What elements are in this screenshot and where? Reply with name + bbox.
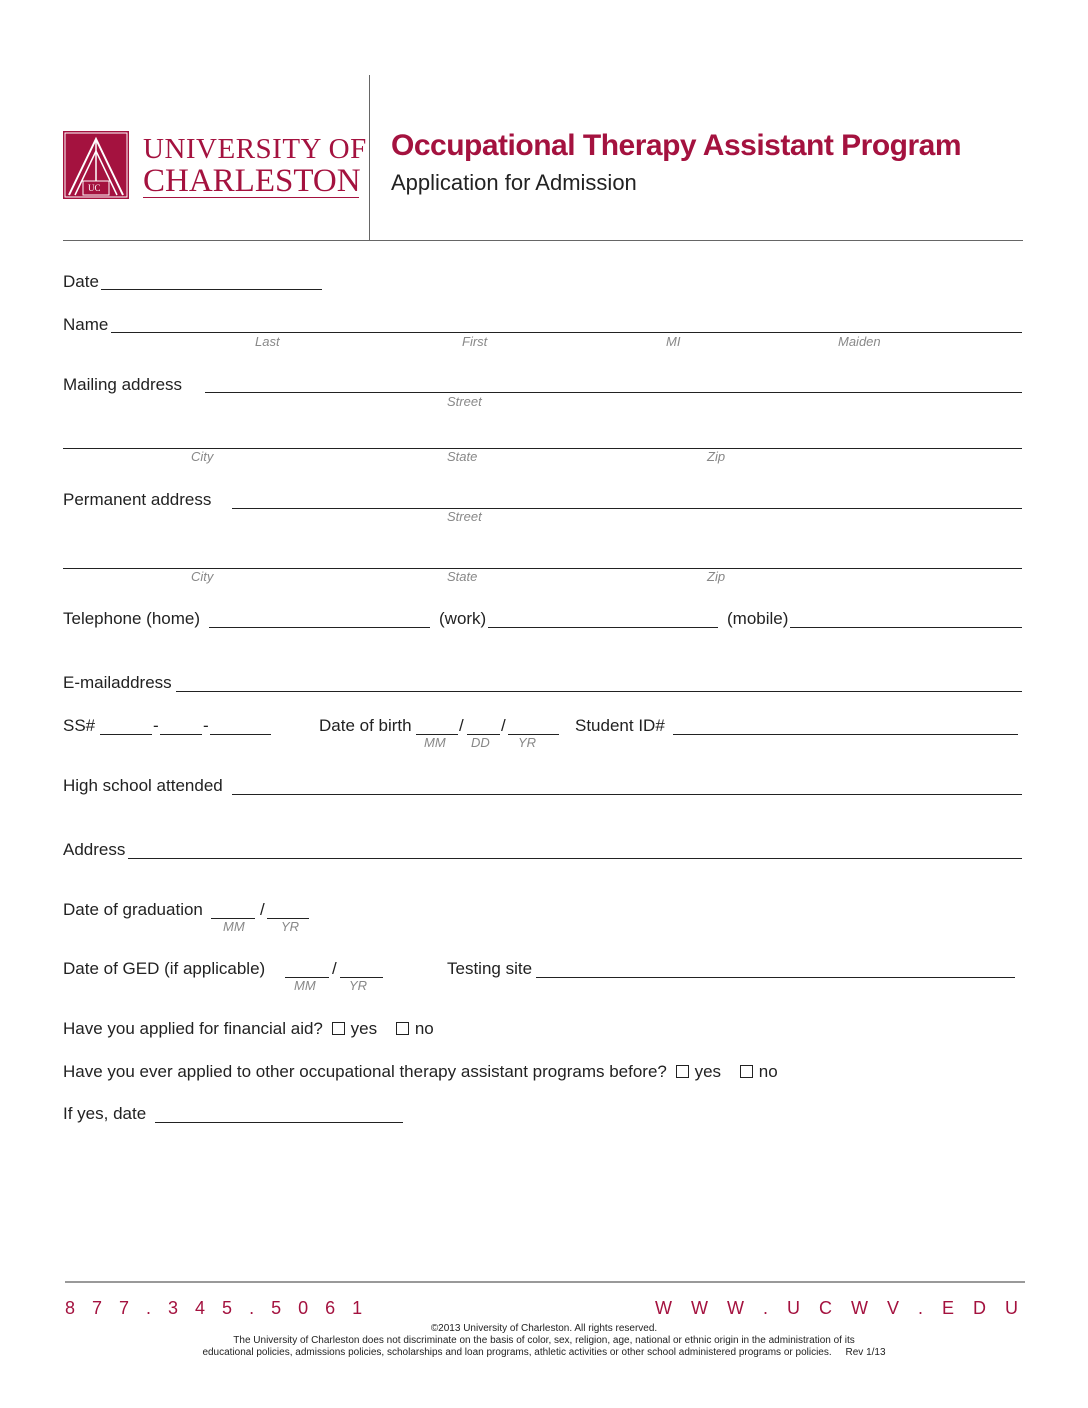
other-programs-row [63,1062,788,1082]
permanent-city-sub: City [191,569,214,584]
high-school-field[interactable] [232,794,1022,795]
date-field[interactable] [101,289,322,290]
other-programs-yes-label: yes [694,1062,722,1081]
footer-disclaimer-line2: educational policies, admissions policies, scholarships and loan programs, athletic activities or other school administered programs or policies. Rev 1/13 [202,1347,886,1358]
financial-aid-no-checkbox[interactable] [396,1022,409,1035]
footer-phone: 8 7 7 . 3 4 5 . 5 0 6 1 [65,1298,369,1318]
ged-yr-sub: YR [349,978,368,993]
telephone-mobile-label: (mobile) [727,609,789,628]
mailing-state-sub: State [447,449,478,464]
ss-part3-field[interactable] [210,734,271,735]
school-address-label: Address [63,840,126,859]
footer-copyright: ©2013 University of Charleston. All rights reserved. [430,1323,658,1334]
dob-slash-1: / [459,716,464,735]
logo-underline [143,197,359,198]
mailing-zip-sub: Zip [707,449,726,464]
email-field[interactable] [176,691,1022,692]
other-programs-no-label: no [758,1062,778,1081]
if-yes-date-label: If yes, date [63,1104,147,1123]
permanent-street-sub: Street [447,509,482,524]
dob-dd-sub: DD [471,735,490,750]
name-sub-mi: MI [666,334,681,349]
name-field[interactable] [111,332,1022,333]
other-programs-no-checkbox[interactable] [740,1065,753,1078]
dob-slash-2: / [501,716,506,735]
student-id-label: Student ID# [575,716,665,735]
logo-badge-text: UC [88,183,101,193]
date-label: Date [63,272,99,291]
telephone-mobile-field[interactable] [790,627,1022,628]
dob-mm-sub: MM [424,735,446,750]
graduation-mm-sub: MM [223,919,245,934]
other-programs-yes-option[interactable] [676,1062,721,1082]
ss-part2-field[interactable] [160,734,202,735]
graduation-yr-sub: YR [281,919,300,934]
high-school-label: High school attended [63,776,223,795]
other-programs-no-option[interactable] [740,1062,778,1082]
other-programs-question: Have you ever applied to other occupational therapy assistant programs before? [63,1062,667,1081]
telephone-home-field[interactable] [209,627,430,628]
ss-dash-1: - [153,716,159,735]
ged-slash: / [332,959,337,978]
ged-mm-sub: MM [294,978,316,993]
graduation-slash: / [260,900,265,919]
if-yes-date-field[interactable] [155,1122,403,1123]
footer-website: W W W . U C W V . E D U [655,1298,1025,1318]
mailing-address-label: Mailing address [63,375,183,394]
permanent-zip-sub: Zip [707,569,726,584]
permanent-street-field[interactable] [232,508,1022,509]
financial-aid-question: Have you applied for financial aid? [63,1019,323,1038]
permanent-address-label: Permanent address [63,490,212,509]
ss-dash-2: - [203,716,209,735]
name-sub-first: First [462,334,488,349]
financial-aid-no-label: no [414,1019,434,1038]
financial-aid-row [63,1019,444,1039]
dob-label: Date of birth [319,716,412,735]
testing-site-field[interactable] [536,977,1015,978]
footer-disclaimer-line1: The University of Charleston does not discriminate on the basis of color, sex, religion, age, national or ethnic origin in the administration of its [233,1335,855,1346]
graduation-label: Date of graduation [63,900,203,919]
financial-aid-no-option[interactable] [396,1019,434,1039]
school-address-field[interactable] [128,858,1022,859]
ss-part1-field[interactable] [100,734,152,735]
other-programs-yes-checkbox[interactable] [676,1065,689,1078]
mailing-city-sub: City [191,449,214,464]
email-label: E-mailaddress [63,673,172,692]
logo-wordmark-line2: CHARLESTON [143,163,361,199]
mailing-street-sub: Street [447,394,482,409]
header-divider-vertical [369,75,370,240]
telephone-work-field[interactable] [488,627,718,628]
permanent-state-sub: State [447,569,478,584]
ss-label: SS# [63,716,96,735]
ged-label: Date of GED (if applicable) [63,959,266,978]
financial-aid-yes-label: yes [350,1019,378,1038]
university-logo [63,131,367,201]
program-subtitle: Application for Admission [391,170,637,195]
logo-wordmark-line1: UNIVERSITY OF [143,133,367,165]
testing-site-label: Testing site [447,959,533,978]
mailing-street-field[interactable] [205,392,1022,393]
telephone-work-label: (work) [439,609,487,628]
telephone-home-label: Telephone (home) [63,609,201,628]
program-title: Occupational Therapy Assistant Program [391,129,962,162]
financial-aid-yes-checkbox[interactable] [332,1022,345,1035]
financial-aid-yes-option[interactable] [332,1019,377,1039]
footer-divider [65,1281,1025,1283]
header-divider-horizontal [63,240,1023,241]
name-label: Name [63,315,109,334]
name-sub-maiden: Maiden [838,334,881,349]
dob-yr-sub: YR [518,735,537,750]
student-id-field[interactable] [673,734,1018,735]
name-sub-last: Last [255,334,280,349]
